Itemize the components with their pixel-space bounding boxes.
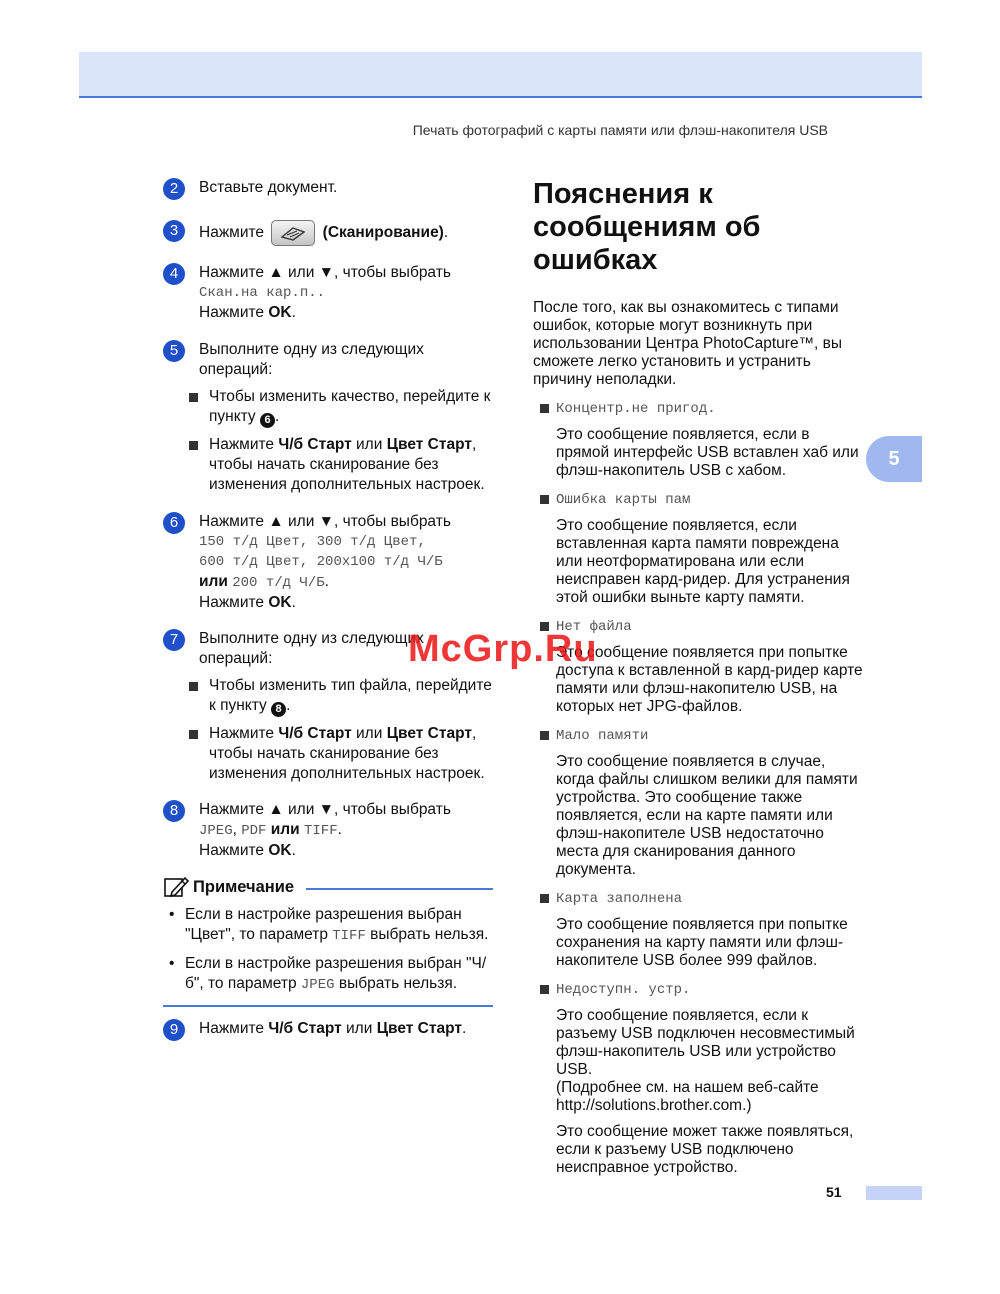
step-text: Нажмите ▲ или ▼, чтобы выбрать xyxy=(199,264,451,281)
bullet-icon xyxy=(540,404,549,413)
menu-options: 150 т/д Цвет, 300 т/д Цвет, xyxy=(199,534,426,550)
step-text: Вставьте документ. xyxy=(199,179,338,196)
step-number: 5 xyxy=(163,340,185,362)
left-column xyxy=(163,178,493,1039)
punct: . xyxy=(291,304,296,321)
error-description: Это сообщение появляется, если вставленная карта памяти повреждена или неотформатирована или если неисправен кард-ридер. Для устранения этой ошибки выньте карту памяти. xyxy=(556,517,850,606)
error-code xyxy=(533,726,863,745)
header-band xyxy=(79,52,922,98)
bullet-icon xyxy=(189,682,198,691)
step-text: Выполните одну из следующих операций: xyxy=(199,341,424,378)
punct: . xyxy=(461,1020,467,1037)
option-text: , чтобы начать сканирование без изменения дополнительных настроек. xyxy=(209,436,485,493)
ok-line xyxy=(199,593,493,613)
chapter-tab: 5 xyxy=(866,436,922,482)
right-column xyxy=(533,178,863,1177)
error-description: Это сообщение может также появляться, если к разъему USB подключено неисправное устройство. xyxy=(556,1123,854,1176)
error-description: Это сообщение появляется, если к разъему USB подключен несовместимый флэш-накопитель USB или устройство USB. xyxy=(556,1007,855,1078)
bullet-icon xyxy=(540,894,549,903)
punct: . xyxy=(286,697,291,714)
punct: . xyxy=(291,594,296,611)
option-text: или xyxy=(356,725,383,742)
error-code xyxy=(533,980,863,999)
error-code-text: Недоступн. устр. xyxy=(556,982,691,998)
press-text: Нажмите xyxy=(199,594,265,611)
punct: . xyxy=(275,408,280,425)
bullet-icon xyxy=(189,393,198,402)
option-text: Нажмите xyxy=(209,436,275,453)
step-number: 3 xyxy=(163,220,185,242)
step-text: или xyxy=(346,1020,373,1037)
error-description: (Подробнее см. на нашем веб-сайте http://solutions.brother.com.) xyxy=(556,1079,819,1114)
bw-start-key: Ч/б Старт xyxy=(278,725,352,742)
note-pencil-icon xyxy=(163,875,189,899)
watermark: McGrp.Ru xyxy=(408,628,598,670)
menu-option: TIFF xyxy=(332,928,366,944)
error-description: Это сообщение появляется при попытке доступа к вставленной в кард-ридер карте памяти или флэш-накопителю USB, на которых нет JPG-файлов. xyxy=(556,644,863,715)
press-text: Нажмите xyxy=(199,842,265,859)
error-description: Это сообщение появляется, если в прямой интерфейс USB вставлен хаб или флэш-накопитель USB с хабом. xyxy=(556,426,859,479)
menu-option: Скан.на кар.п.. xyxy=(199,285,326,301)
step-5-option-2 xyxy=(186,435,493,495)
step-3 xyxy=(163,220,493,246)
step-ref: 8 xyxy=(271,702,286,717)
error-description: Это сообщение появляется при попытке сохранения на карту памяти или флэш-накопителе USB более 999 файлов. xyxy=(556,916,848,969)
note-text: Если в настройке разрешения выбран "Цвет", то параметр xyxy=(185,906,462,943)
step-2 xyxy=(163,178,493,198)
note-item-1 xyxy=(163,905,493,946)
color-start-key: Цвет Старт xyxy=(376,1020,462,1037)
page-number-bar xyxy=(866,1186,922,1200)
menu-option: JPEG xyxy=(199,823,233,839)
menu-options: или 200 т/д Ч/Б. xyxy=(199,573,329,591)
option-text: Чтобы изменить качество, перейдите к пункту xyxy=(209,388,491,425)
error-code xyxy=(533,490,863,509)
or-text: или xyxy=(199,573,228,590)
option-text: Чтобы изменить тип файла, перейдите к пункту xyxy=(209,677,492,714)
ok-key: OK xyxy=(268,842,292,859)
ok-key: OK xyxy=(268,594,292,611)
step-ref: 6 xyxy=(260,413,275,428)
ok-line xyxy=(199,303,493,323)
step-5-option-1 xyxy=(186,387,493,428)
note-bottom-rule xyxy=(163,1005,493,1007)
step-9 xyxy=(163,1019,493,1039)
note-text: Если в настройке разрешения выбран "Ч/б", то параметр xyxy=(185,955,487,992)
step-number: 4 xyxy=(163,263,185,285)
bw-start-key: Ч/б Старт xyxy=(278,436,352,453)
scan-button-label: (Сканирование) xyxy=(322,224,444,242)
note-item-2 xyxy=(163,954,493,995)
menu-option: 200x100 т/д Ч/Б xyxy=(316,554,443,570)
intro-paragraph: После того, как вы ознакомитесь с типами ошибок, которые могут возникнуть при использовании Центра PhotoCapture™, вы сможете легко установить и устранить причину неполадки. xyxy=(533,299,843,388)
step-text: Нажмите ▲ или ▼, чтобы выбрать xyxy=(199,801,451,818)
step-number: 9 xyxy=(163,1019,185,1041)
step-8 xyxy=(163,800,493,861)
menu-option: JPEG xyxy=(300,977,335,993)
menu-option: 600 т/д Цвет xyxy=(199,554,300,570)
bw-start-key: Ч/б Старт xyxy=(268,1020,342,1037)
bullet-icon xyxy=(540,731,549,740)
punct: . xyxy=(291,842,296,859)
ok-line xyxy=(199,841,493,861)
step-number: 7 xyxy=(163,629,185,651)
note-header xyxy=(163,875,493,899)
punct: . xyxy=(443,224,449,242)
menu-option: 300 т/д Цвет xyxy=(316,534,418,550)
ok-key: OK xyxy=(268,304,292,321)
error-code-text: Нет файла xyxy=(556,619,632,635)
note-text: выбрать нельзя. xyxy=(370,926,489,943)
note-title: Примечание xyxy=(193,878,295,896)
step-6 xyxy=(163,512,493,613)
section-heading: Пояснения к сообщениям об ошибках xyxy=(533,178,761,276)
running-title: Печать фотографий с карты памяти или флэш-накопителя USB xyxy=(412,122,828,138)
step-text: Выполните одну из следующих операций: xyxy=(199,630,424,667)
option-text: Нажмите xyxy=(209,725,275,742)
note-text: выбрать нельзя. xyxy=(338,975,458,992)
step-7-option-2 xyxy=(186,724,493,784)
bullet-icon xyxy=(540,985,549,994)
color-start-key: Цвет Старт xyxy=(386,725,472,742)
bullet-icon xyxy=(540,495,549,504)
error-code-text: Концентр.не пригод. xyxy=(556,401,716,417)
menu-options: JPEG, PDF или TIFF. xyxy=(199,821,342,839)
scan-button-icon xyxy=(271,220,315,246)
step-number: 8 xyxy=(163,800,185,822)
menu-option: PDF xyxy=(241,823,267,839)
bullet-icon xyxy=(189,730,198,739)
step-4 xyxy=(163,263,493,323)
note-rule xyxy=(306,888,493,890)
menu-option: TIFF xyxy=(303,823,338,839)
error-description: Это сообщение появляется в случае, когда файлы слишком велики для памяти устройства. Это сообщение также появляется, если на карте памяти или флэш-накопителе USB недостаточно места для сканирования данного документа. xyxy=(556,753,858,878)
bullet-icon xyxy=(189,441,198,450)
menu-option: 150 т/д Цвет xyxy=(199,534,300,550)
step-text: Нажмите xyxy=(199,1020,265,1037)
step-number: 6 xyxy=(163,512,185,534)
step-7-option-1 xyxy=(186,676,493,717)
menu-option: 200 т/д Ч/Б xyxy=(232,575,325,591)
error-code-text: Ошибка карты пам xyxy=(556,492,691,508)
error-code xyxy=(533,889,863,908)
step-5 xyxy=(163,340,493,380)
or-text: или xyxy=(270,821,300,838)
menu-options: 600 т/д Цвет, 200x100 т/д Ч/Б xyxy=(199,554,443,570)
color-start-key: Цвет Старт xyxy=(386,436,472,453)
page-number: 51 xyxy=(826,1184,842,1200)
step-number: 2 xyxy=(163,178,185,200)
error-code-text: Карта заполнена xyxy=(556,891,683,907)
step-text: Нажмите xyxy=(199,224,265,242)
error-code-text: Мало памяти xyxy=(556,728,649,744)
option-text: , чтобы начать сканирование без изменения дополнительных настроек. xyxy=(209,725,485,782)
option-text: или xyxy=(356,436,383,453)
press-text: Нажмите xyxy=(199,304,265,321)
error-code xyxy=(533,399,863,418)
step-text: Нажмите ▲ или ▼, чтобы выбрать xyxy=(199,513,451,530)
